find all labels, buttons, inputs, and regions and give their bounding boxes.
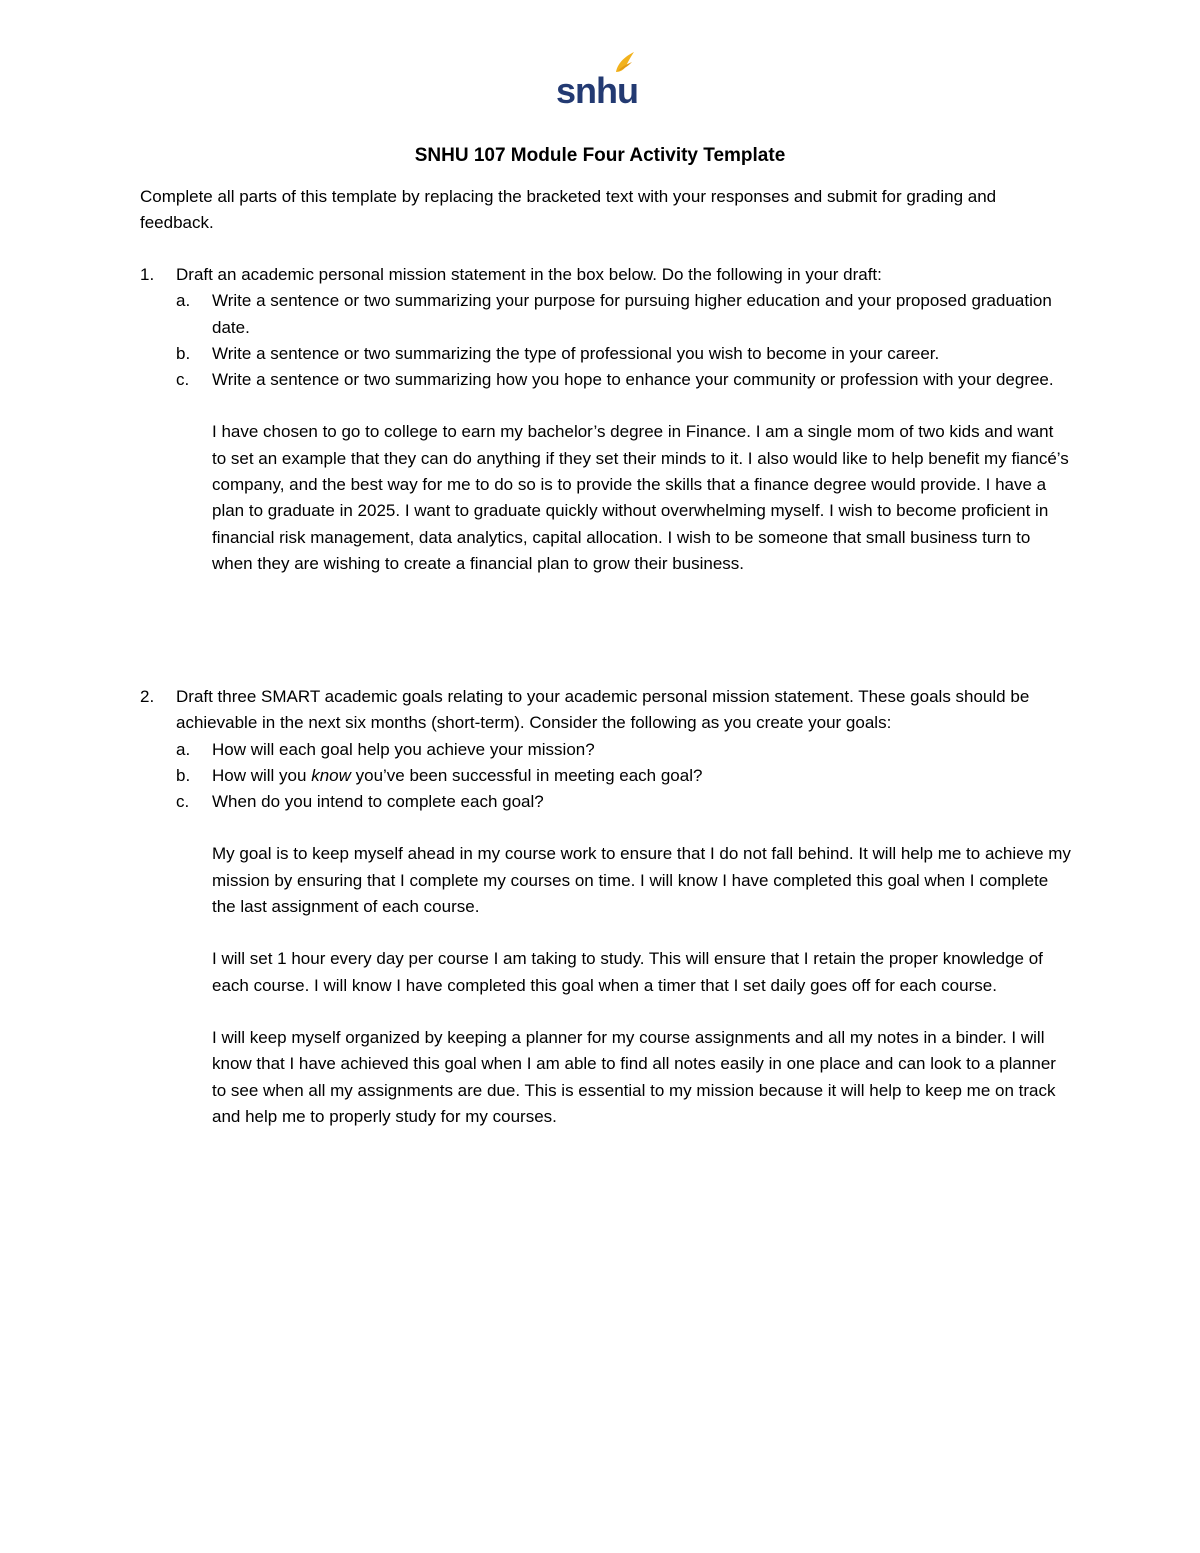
intro-instructions: Complete all parts of this template by replacing the bracketed text with your responses and submit for grading and feedback. — [140, 187, 997, 232]
goal-answer-1: My goal is to keep myself ahead in my course work to ensure that I do not fall behind. It will help me to achieve my mission by ensuring that I complete my courses on time. I will know I have completed this goal when I complete the last assignment of each course. — [212, 844, 1071, 917]
goal-answer-3: I will keep myself organized by keeping a planner for my course assignments and all my notes in a binder. I will know that I have achieved this goal when I am able to find all notes easily in one place and can look to a planner to see when all my assignments are due. This is essential to my mission because it will help to keep me on track and help me to properly study for my courses. — [212, 1027, 1056, 1126]
list-item: a. Write a sentence or two summarizing your purpose for pursuing higher education and your proposed graduation date. — [176, 291, 1052, 337]
mission-statement-answer: I have chosen to go to college to earn my bachelor’s degree in Finance. I am a single mom of two kids and want to set an example that they can do anything if they set their minds to it. I also would like to help benefit my fiancé’s company, and the best way for me to do so is to provide the skills that a finance degree would provide. I have a plan to graduate in 2025. I want to graduate quickly without overwhelming myself. I wish to become proficient in financial risk management, data analytics, capital allocation. I wish to be someone that small business turn to when they are wishing to create a financial plan to grow their business. — [212, 422, 1069, 573]
snhu-logo — [554, 50, 638, 108]
question-2-sublist — [176, 737, 1070, 816]
list-item: c. Write a sentence or two summarizing how you hope to enhance your community or profession with your degree. — [176, 370, 1054, 390]
question-number: 1. — [140, 265, 155, 284]
goal-answer-2: I will set 1 hour every day per course I am taking to study. This will ensure that I retain the proper knowledge of each course. I will know I have completed this goal when a timer that I set daily goes off for each course. — [212, 949, 1043, 995]
document-title: SNHU 107 Module Four Activity Template — [414, 145, 786, 166]
question-2 — [140, 684, 1070, 1130]
question-prompt: Draft an academic personal mission statement in the box below. Do the following in your draft: — [176, 265, 882, 284]
list-item: c. When do you intend to complete each goal? — [176, 792, 544, 812]
list-item: b. Write a sentence or two summarizing the type of professional you wish to become in your career. — [176, 343, 940, 363]
flame-icon — [616, 52, 634, 72]
svg-text:snhu: snhu — [556, 70, 638, 108]
question-number: 2. — [140, 687, 155, 706]
question-prompt: Draft three SMART academic goals relating to your academic personal mission statement. These goals should be achievable in the next six months (short-term). Consider the following as you create your goals: — [176, 687, 1030, 733]
list-item: a. How will each goal help you achieve your mission? — [176, 739, 595, 759]
question-1 — [140, 262, 1070, 577]
question-1-sublist — [176, 288, 1070, 393]
list-item: b. How will you know you’ve been successful in meeting each goal? — [176, 765, 703, 785]
